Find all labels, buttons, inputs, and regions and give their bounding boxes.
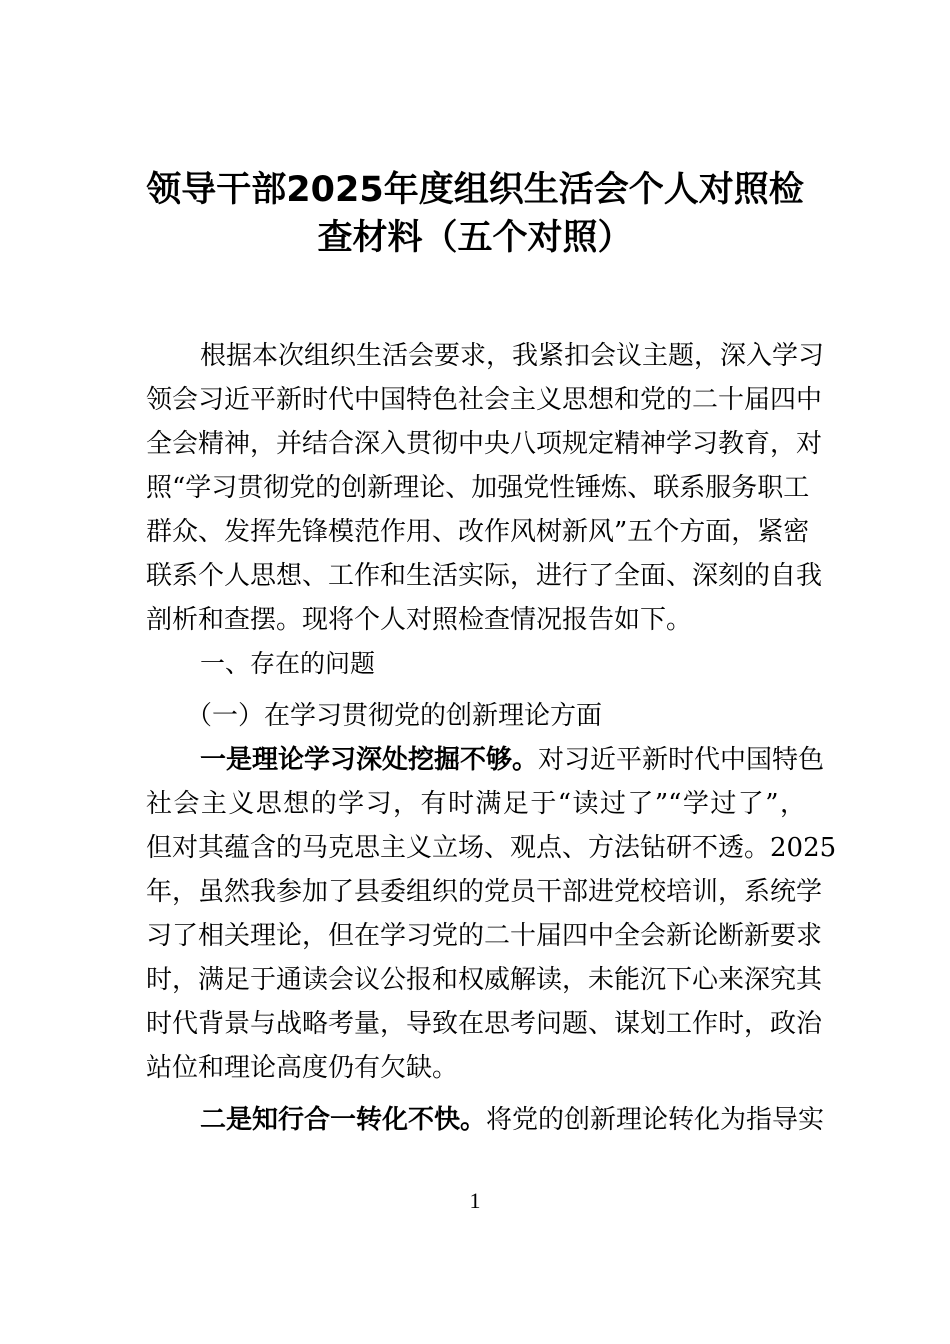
paragraph-line: 年，虽然我参加了县委组织的党员干部进党校培训，系统学: [146, 877, 823, 907]
paragraph-line: 全会精神，并结合深入贯彻中央八项规定精神学习教育，对: [146, 429, 823, 459]
subsection-heading: （一）在学习贯彻党的创新理论方面: [186, 701, 603, 731]
point-2-lead: 二是知行合一转化不快。: [200, 1105, 487, 1135]
paragraph-line: 站位和理论高度仍有欠缺。: [146, 1053, 459, 1083]
section-heading: 一、存在的问题: [200, 649, 376, 678]
paragraph-line: 时代背景与战略考量，导致在思考问题、谋划工作时，政治: [146, 1009, 823, 1039]
point-1-first-line: [146, 738, 825, 782]
document-title-line-1: 领导干部2025年度组织生活会个人对照检: [146, 170, 804, 210]
paragraph-line: 照“学习贯彻党的创新理论、加强党性锤炼、联系服务职工: [146, 473, 810, 503]
document-title-line-2: 查材料（五个对照）: [317, 218, 633, 258]
point-2-first-text: 将党的创新理论转化为指导实: [486, 1105, 825, 1135]
point-1-first-text: 对习近平新时代中国特色: [538, 745, 825, 775]
paragraph-line: 社会主义思想的学习，有时满足于“读过了”“学过了”，: [146, 789, 806, 819]
point-2-paragraph: [146, 1098, 825, 1142]
point-2-first-line: [146, 1098, 825, 1142]
document-body: [146, 334, 837, 1142]
paragraph-line: 领会习近平新时代中国特色社会主义思想和党的二十届四中: [146, 385, 823, 415]
paragraph-line: 习了相关理论，但在学习党的二十届四中全会新论断新要求: [146, 921, 823, 951]
paragraph-line: 群众、发挥先锋模范作用、改作风树新风”五个方面，紧密: [146, 517, 810, 547]
paragraph-line: 联系个人思想、工作和生活实际，进行了全面、深刻的自我: [146, 561, 823, 591]
intro-paragraph: [146, 334, 825, 642]
paragraph-line: 但对其蕴含的马克思主义立场、观点、方法钻研不透。2025: [146, 833, 837, 863]
paragraph-line: 时，满足于通读会议公报和权威解读，未能沉下心来深究其: [146, 965, 823, 995]
paragraph-line: 剖析和查摆。现将个人对照检查情况报告如下。: [146, 605, 693, 635]
point-1-lead: 一是理论学习深处挖掘不够。: [200, 745, 539, 775]
page-number: 1: [469, 1188, 481, 1213]
paragraph-line: 根据本次组织生活会要求，我紧扣会议主题，深入学习: [200, 341, 825, 371]
point-1-paragraph: [146, 738, 837, 1090]
